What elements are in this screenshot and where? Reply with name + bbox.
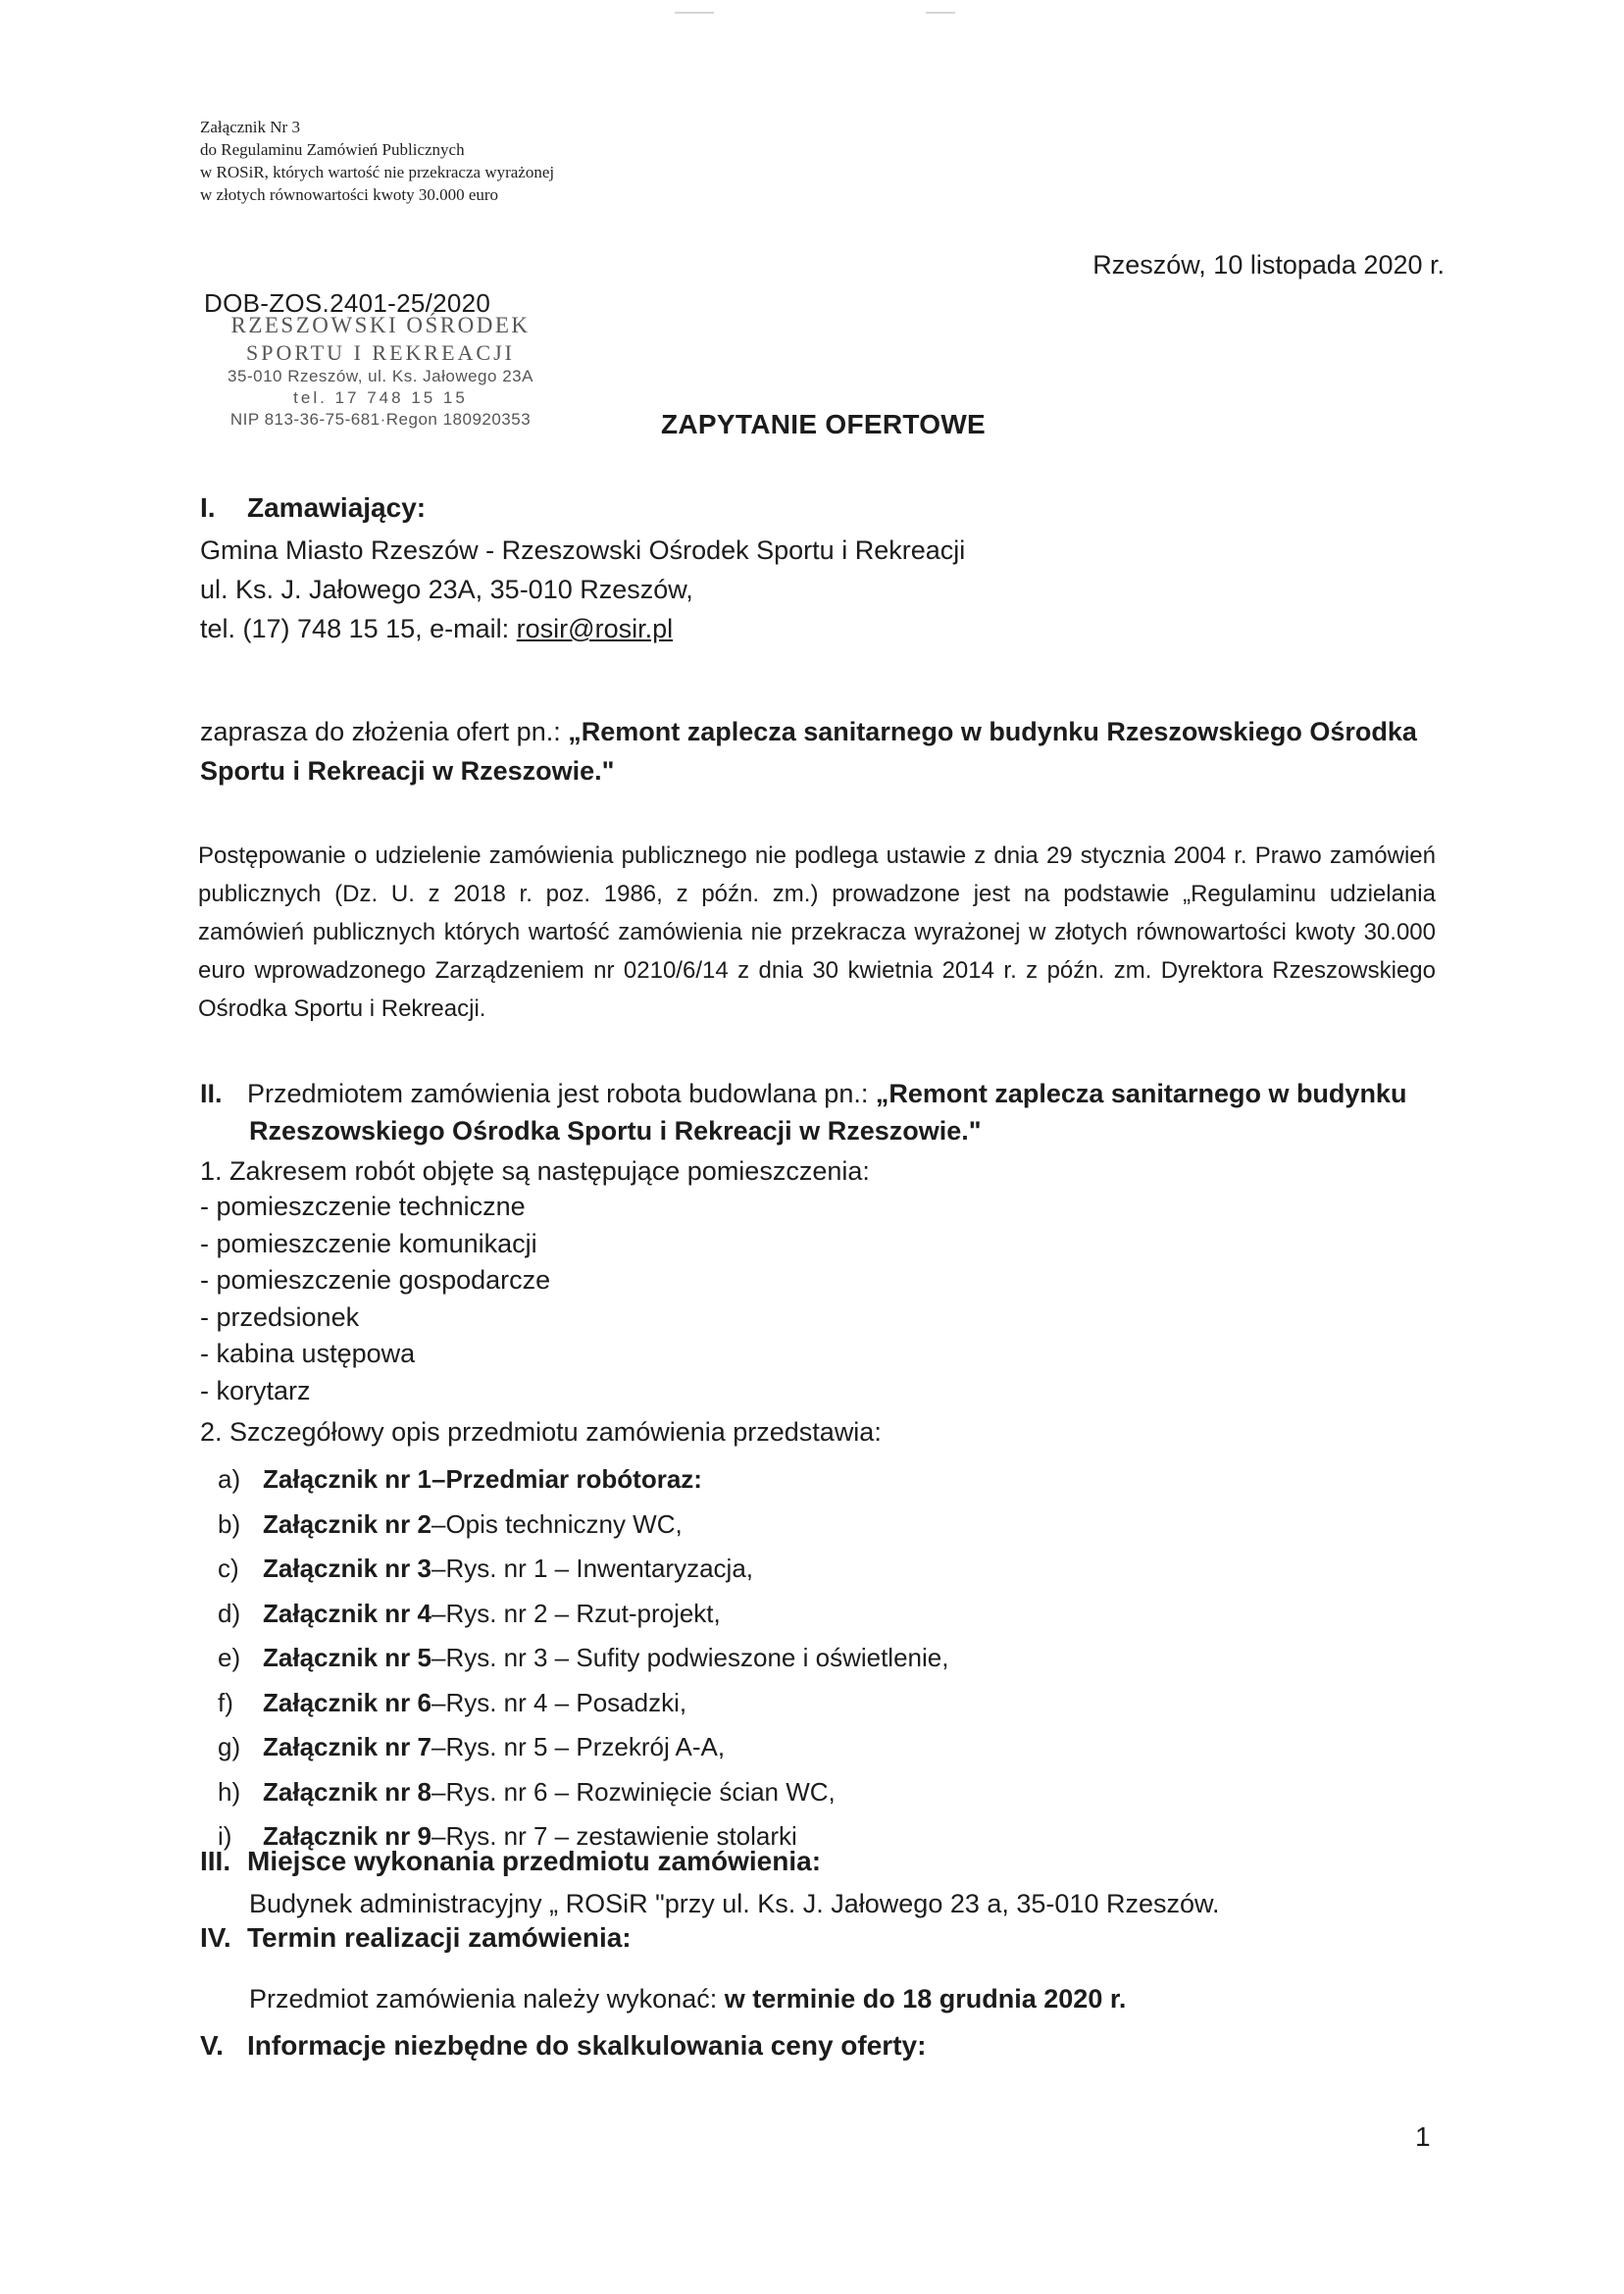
item-letter: b) bbox=[218, 1508, 241, 1539]
attachment-note-line: w ROSiR, których wartość nie przekracza wyrażonej bbox=[200, 163, 555, 181]
scope-intro: 1. Zakresem robót objęte są następujące pomieszczenia: bbox=[200, 1156, 870, 1186]
attachment-desc: Rys. nr 4 – Posadzki, bbox=[445, 1687, 687, 1717]
attachments-list bbox=[218, 1457, 948, 1860]
section-number: I. bbox=[200, 492, 216, 523]
list-item bbox=[218, 1503, 948, 1548]
attachment-name: Załącznik nr 6 bbox=[263, 1687, 431, 1717]
attachment-name: Załącznik nr 1 bbox=[263, 1464, 431, 1495]
authority-name: Gmina Miasto Rzeszów - Rzeszowski Ośrodek Sportu i Rekreacji bbox=[200, 535, 966, 565]
item-letter: i) bbox=[218, 1821, 232, 1852]
list-item: - pomieszczenie komunikacji bbox=[200, 1228, 537, 1258]
attachment-desc: Rys. nr 2 – Rzut-projekt, bbox=[445, 1598, 721, 1628]
attachment-desc: Rys. nr 3 – Sufity podwieszone i oświetlenie, bbox=[445, 1643, 949, 1673]
attachment-desc: oraz: bbox=[640, 1464, 702, 1495]
attachment-dash: – bbox=[431, 1464, 446, 1495]
item-letter: d) bbox=[218, 1598, 241, 1628]
section-heading: Termin realizacji zamówienia: bbox=[247, 1922, 632, 1953]
list-item bbox=[218, 1725, 948, 1770]
attachment-name: Załącznik nr 9 bbox=[263, 1821, 431, 1852]
attachment-dash: – bbox=[431, 1598, 446, 1628]
attachment-name: Załącznik nr 5 bbox=[263, 1643, 431, 1673]
invitation bbox=[200, 712, 1417, 790]
deadline-prefix: Przedmiot zamówienia należy wykonać: bbox=[249, 1984, 725, 2014]
section-heading: Zamawiający: bbox=[247, 492, 427, 523]
section-heading: Miejsce wykonania przedmiotu zamówienia: bbox=[247, 1846, 822, 1876]
stamp-ids: NIP 813-36-75-681·Regon 180920353 bbox=[229, 410, 532, 429]
contact-phone: tel. (17) 748 15 15, e-mail: bbox=[200, 614, 517, 643]
stamp-line: SPORTU I REKREACJI bbox=[246, 340, 515, 365]
item-letter: g) bbox=[218, 1732, 241, 1762]
section-2 bbox=[200, 1075, 1406, 1149]
section-2-title: Rzeszowskiego Ośrodka Sportu i Rekreacji w Rzeszowie." bbox=[249, 1116, 982, 1146]
attachment-desc-bold: Przedmiar robót bbox=[445, 1464, 641, 1495]
location-text: Budynek administracyjny „ ROSiR "przy ul. Ks. J. Jałowego 23 a, 35-010 Rzeszów. bbox=[249, 1889, 1220, 1918]
rooms-list bbox=[200, 1189, 550, 1409]
section-number: IV. bbox=[200, 1922, 231, 1953]
section-1-heading bbox=[200, 492, 426, 524]
authority-address: ul. Ks. J. Jałowego 23A, 35-010 Rzeszów, bbox=[200, 575, 693, 604]
reference-number: DOB-ZOS.2401-25/2020 bbox=[204, 288, 491, 318]
page-number: 1 bbox=[1415, 2121, 1431, 2152]
section-number: III. bbox=[200, 1846, 231, 1876]
email-link[interactable]: rosir@rosir.pl bbox=[516, 614, 674, 643]
organization-stamp bbox=[194, 312, 567, 431]
attachment-desc: Opis techniczny WC, bbox=[445, 1508, 683, 1539]
attachment-dash: – bbox=[431, 1554, 446, 1584]
list-item bbox=[218, 1547, 948, 1592]
deadline-date: w terminie do 18 grudnia 2020 r. bbox=[724, 1984, 1127, 2014]
invitation-title: Sportu i Rekreacji w Rzeszowie." bbox=[200, 756, 615, 786]
list-item bbox=[218, 1636, 948, 1681]
deadline-text bbox=[249, 1979, 1126, 2018]
place-date: Rzeszów, 10 listopada 2020 r. bbox=[1092, 250, 1445, 280]
invitation-title: „Remont zaplecza sanitarnego w budynku Rzeszowskiego Ośrodka bbox=[568, 717, 1417, 746]
list-item bbox=[218, 1592, 948, 1637]
scan-speck bbox=[675, 12, 714, 14]
attachment-dash: – bbox=[431, 1508, 446, 1539]
list-item bbox=[218, 1681, 948, 1726]
attachment-name: Załącznik nr 8 bbox=[263, 1776, 431, 1807]
attachment-note-line: w złotych równowartości kwoty 30.000 euro bbox=[200, 185, 499, 204]
authority-contact bbox=[200, 609, 965, 648]
attachment-note-line: Załącznik Nr 3 bbox=[200, 118, 300, 136]
list-item: - przedsionek bbox=[200, 1301, 360, 1332]
attachment-name: Załącznik nr 7 bbox=[263, 1732, 431, 1762]
item-letter: e) bbox=[218, 1643, 241, 1673]
list-item bbox=[218, 1457, 948, 1503]
attachment-name: Załącznik nr 4 bbox=[263, 1598, 431, 1628]
attachment-desc: Rys. nr 1 – Inwentaryzacja, bbox=[445, 1554, 754, 1584]
invitation-prefix: zaprasza do złożenia ofert pn.: bbox=[200, 717, 569, 746]
attachment-dash: – bbox=[431, 1821, 446, 1852]
item-letter: h) bbox=[218, 1776, 241, 1807]
attachment-note-line: do Regulaminu Zamówień Publicznych bbox=[200, 140, 465, 159]
item-letter: f) bbox=[218, 1687, 233, 1717]
section-number: V. bbox=[200, 2030, 224, 2061]
attachment-desc: Rys. nr 5 – Przekrój A-A, bbox=[445, 1732, 726, 1762]
stamp-line: RZESZOWSKI OŚRODEK bbox=[230, 313, 531, 337]
attachment-desc: Rys. nr 6 – Rozwinięcie ścian WC, bbox=[445, 1776, 836, 1807]
section-2-title: „Remont zaplecza sanitarnego w budynku bbox=[875, 1079, 1407, 1108]
item-letter: a) bbox=[218, 1464, 241, 1495]
list-item bbox=[218, 1770, 948, 1815]
description-intro: 2. Szczegółowy opis przedmiotu zamówienia przedstawia: bbox=[200, 1417, 882, 1447]
document-title: ZAPYTANIE OFERTOWE bbox=[661, 409, 987, 439]
section-3-heading bbox=[200, 1846, 821, 1877]
attachment-dash: – bbox=[431, 1732, 446, 1762]
attachment-name: Załącznik nr 2 bbox=[263, 1508, 431, 1539]
attachment-dash: – bbox=[431, 1776, 446, 1807]
section-number: II. bbox=[200, 1079, 223, 1108]
attachment-name: Załącznik nr 3 bbox=[263, 1554, 431, 1584]
scan-speck bbox=[926, 12, 955, 14]
attachment-dash: – bbox=[431, 1687, 446, 1717]
list-item: - pomieszczenie gospodarcze bbox=[200, 1265, 551, 1295]
attachment-dash: – bbox=[431, 1643, 446, 1673]
procedure-paragraph: Postępowanie o udzielenie zamówienia publicznego nie podlega ustawie z dnia 29 stycznia 2004 r. Prawo zamówień publicznych (Dz. U. z 2018 r. poz. 1986, z późn. zm.) prowadzone jest na podstawie „Regulaminu udzielania zamówień publicznych których wartość zamówienia nie przekracza wyrażonej w złotych równowartości kwoty 30.000 euro wprowadzonego Zarządzeniem nr 0210/6/14 z dnia 30 kwietnia 2014 r. z późn. zm. Dyrektora Rzeszowskiego Ośrodka Sportu i Rekreacji. bbox=[198, 842, 1436, 1022]
list-item: - korytarz bbox=[200, 1375, 311, 1405]
section-5-heading bbox=[200, 2030, 926, 2062]
contracting-authority bbox=[200, 531, 965, 648]
stamp-phone: tel. 17 748 15 15 bbox=[293, 388, 468, 407]
attachment-note bbox=[200, 116, 554, 206]
item-letter: c) bbox=[218, 1554, 239, 1584]
attachment-desc: Rys. nr 7 – zestawienie stolarki bbox=[445, 1821, 797, 1852]
section-2-prefix: Przedmiotem zamówienia jest robota budowlana pn.: bbox=[247, 1079, 876, 1108]
list-item: - kabina ustępowa bbox=[200, 1339, 416, 1368]
stamp-address: 35-010 Rzeszów, ul. Ks. Jałowego 23A bbox=[228, 367, 533, 385]
section-heading: Informacje niezbędne do skalkulowania ceny oferty: bbox=[247, 2030, 927, 2061]
section-4-heading bbox=[200, 1922, 632, 1954]
list-item: - pomieszczenie techniczne bbox=[200, 1192, 526, 1221]
